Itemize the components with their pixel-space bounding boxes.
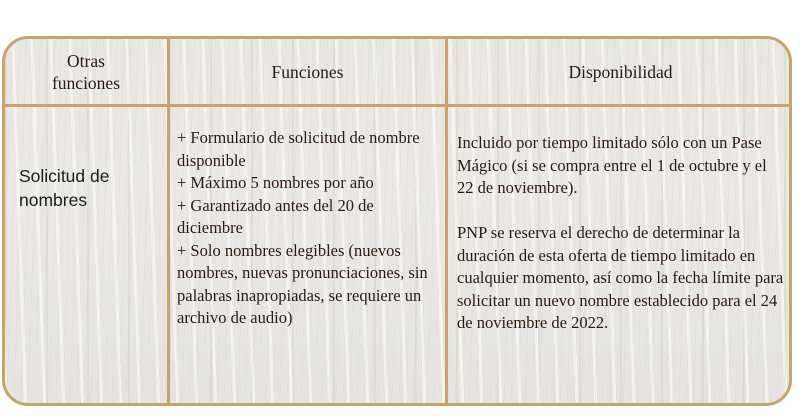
header-availability xyxy=(448,39,792,104)
header-functions-label: Funciones xyxy=(271,61,344,82)
features-table xyxy=(2,36,792,406)
header-other-functions-label: Otras funciones xyxy=(51,50,121,93)
feature-item: + Formulario de solicitud de nombre disponible xyxy=(177,128,420,170)
row-label-name-request: Solicitud de nombres xyxy=(19,166,110,210)
header-divider xyxy=(5,104,789,107)
availability-paragraph: Incluido por tiempo limitado sólo con un Pase Mágico (si se compra entre el 1 de octubre y el 22 de noviembre). xyxy=(457,133,767,197)
feature-item: + Máximo 5 nombres por año xyxy=(177,173,374,192)
features-list xyxy=(177,127,439,330)
availability-text xyxy=(457,132,787,335)
header-functions xyxy=(170,39,445,104)
header-availability-label: Disponibilidad xyxy=(568,61,673,82)
feature-item: + Solo nombres elegibles (nuevos nombres, nuevas pronunciaciones, sin palabras inapropiadas, se requiere un archivo de audio) xyxy=(177,240,428,327)
header-other-functions xyxy=(5,39,167,104)
feature-item: + Garantizado antes del 20 de diciembre xyxy=(177,195,374,237)
availability-paragraph: PNP se reserva el derecho de determinar la duración de esta oferta de tiempo limitado en cualquier momento, así como la fecha límite para solicitar un nuevo nombre establecido para el 24 de noviembre de 2022. xyxy=(457,223,784,332)
